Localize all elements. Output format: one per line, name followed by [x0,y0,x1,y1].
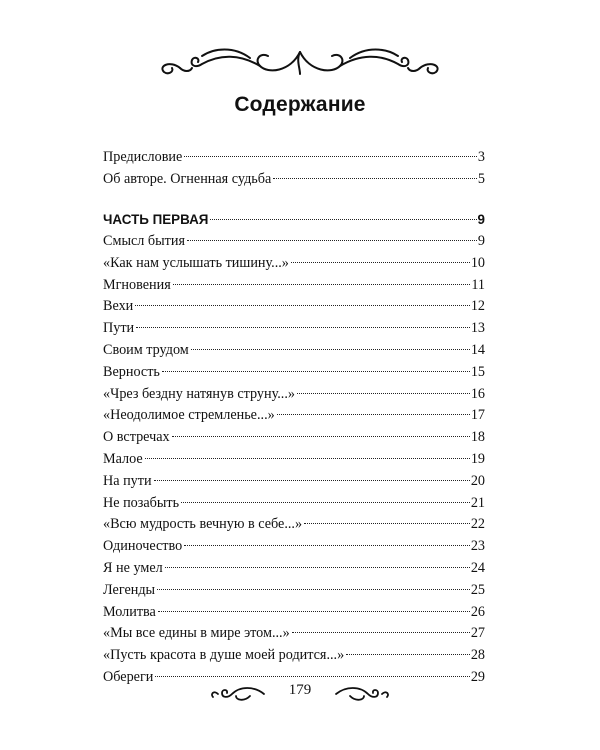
toc-entry-page: 11 [471,276,485,293]
toc-entry-title: «Пусть красота в душе моей родится...» [103,647,345,664]
toc-entry[interactable] [103,169,485,191]
toc-entry-title: Пути [103,320,135,337]
footer-right-flourish-icon [334,682,390,704]
dot-leader [165,567,470,568]
dot-leader [191,349,470,350]
toc-entry-title: О встречах [103,429,170,446]
dot-leader [145,458,470,459]
dot-leader [292,632,470,633]
toc-entry[interactable] [103,147,485,169]
toc-entry-title: Предисловие [103,149,183,165]
toc-entry-page: 23 [470,538,485,555]
dot-leader [173,284,471,285]
toc-entry[interactable] [103,623,485,645]
toc-entry-page: 21 [470,494,485,511]
toc-entry[interactable] [103,405,485,427]
toc-entry[interactable] [103,536,485,558]
toc-entry-title: Вехи [103,298,134,315]
toc-entry-title: «Неодолимое стремленье...» [103,407,275,424]
toc-entry[interactable] [103,318,485,340]
toc-entry-page: 25 [470,581,485,598]
toc-entry-page: 16 [470,385,485,402]
toc-part-heading [103,209,485,231]
dot-leader [297,393,470,394]
toc-entry[interactable] [103,253,485,275]
dot-leader [277,414,470,415]
toc-entry[interactable] [103,580,485,602]
toc-entry-title: Своим трудом [103,341,189,358]
toc-entry[interactable] [103,645,485,667]
dot-leader [184,545,470,546]
toc-entry[interactable] [103,602,485,624]
part-heading-label: ЧАСТЬ ПЕРВАЯ [103,212,209,227]
toc-entry-title: Об авторе. Огненная судьба [103,170,272,187]
toc-entry-title: Малое [103,450,143,467]
toc-entry[interactable] [103,471,485,493]
dot-leader [157,589,470,590]
toc-entry-title: На пути [103,472,152,489]
toc-entry-page: 29 [470,668,485,685]
toc-entry-page: 20 [470,472,485,489]
toc-entry-page: 12 [470,298,485,315]
toc-entry-title: «Мы все едины в мире этом...» [103,625,290,642]
toc-entry-title: Мгновения [103,276,171,293]
toc-entry-title: «Как нам услышать тишину...» [103,254,289,271]
dot-leader [210,219,476,220]
dot-leader [181,502,470,503]
dot-leader [172,436,470,437]
toc-entry-title: Я не умел [103,559,163,576]
toc-entry[interactable] [103,449,485,471]
toc-entry-page: 5 [477,170,485,187]
toc-entry-page: 9 [477,233,485,249]
toc-entry-page: 26 [470,603,485,620]
toc-entry-title: Обереги [103,668,154,685]
dot-leader [154,480,470,481]
dot-leader [155,676,469,677]
dot-leader [136,327,470,328]
toc-entry-page: 28 [470,647,485,664]
dot-leader [158,611,470,612]
dot-leader [162,371,470,372]
dot-leader [273,178,477,179]
toc-entry-page: 24 [470,559,485,576]
toc-entry[interactable] [103,231,485,253]
toc-entry-title: Смысл бытия [103,233,185,249]
toc-entry[interactable] [103,493,485,515]
toc-entry-page: 17 [470,407,485,424]
dot-leader [346,654,470,655]
toc-entry[interactable] [103,427,485,449]
toc-entry-page: 19 [470,450,485,467]
toc-entry-title: Легенды [103,581,156,598]
page-number: 179 [288,682,312,698]
page-title: Содержание [234,93,366,116]
toc-entry-page: 18 [470,429,485,446]
dot-leader [184,156,477,157]
toc-entry-page: 13 [470,320,485,337]
toc-entry[interactable] [103,340,485,362]
toc-entry[interactable] [103,514,485,536]
page-footer [0,680,600,706]
toc-entry-title: Не позабыть [103,494,180,511]
toc-entry-page: 14 [470,341,485,358]
toc-entry-page: 27 [470,625,485,642]
part-heading-page: 9 [477,212,485,227]
toc-entry[interactable] [103,558,485,580]
toc-entry[interactable] [103,296,485,318]
toc-entries-list [103,231,485,689]
toc-entry-page: 3 [477,149,485,165]
toc-entry-page: 15 [470,363,485,380]
dot-leader [135,305,470,306]
part-heading-row[interactable] [103,209,485,231]
toc-entry-title: Молитва [103,603,156,620]
toc-entry[interactable] [103,275,485,297]
toc-entry[interactable] [103,384,485,406]
ornament-flourish-icon [150,44,450,84]
toc-entry-page: 22 [470,516,485,533]
toc-entry-title: «Чрез бездну натянув струну...» [103,385,295,402]
toc-entry-title: Верность [103,363,160,380]
dot-leader [304,523,470,524]
toc-entry-title: «Всю мудрость вечную в себе...» [103,516,303,533]
dot-leader [291,262,470,263]
toc-entry[interactable] [103,362,485,384]
toc-intro-list [103,147,485,191]
toc-entry-title: Одиночество [103,538,183,555]
toc-entry-page: 10 [470,254,485,271]
dot-leader [187,240,477,241]
